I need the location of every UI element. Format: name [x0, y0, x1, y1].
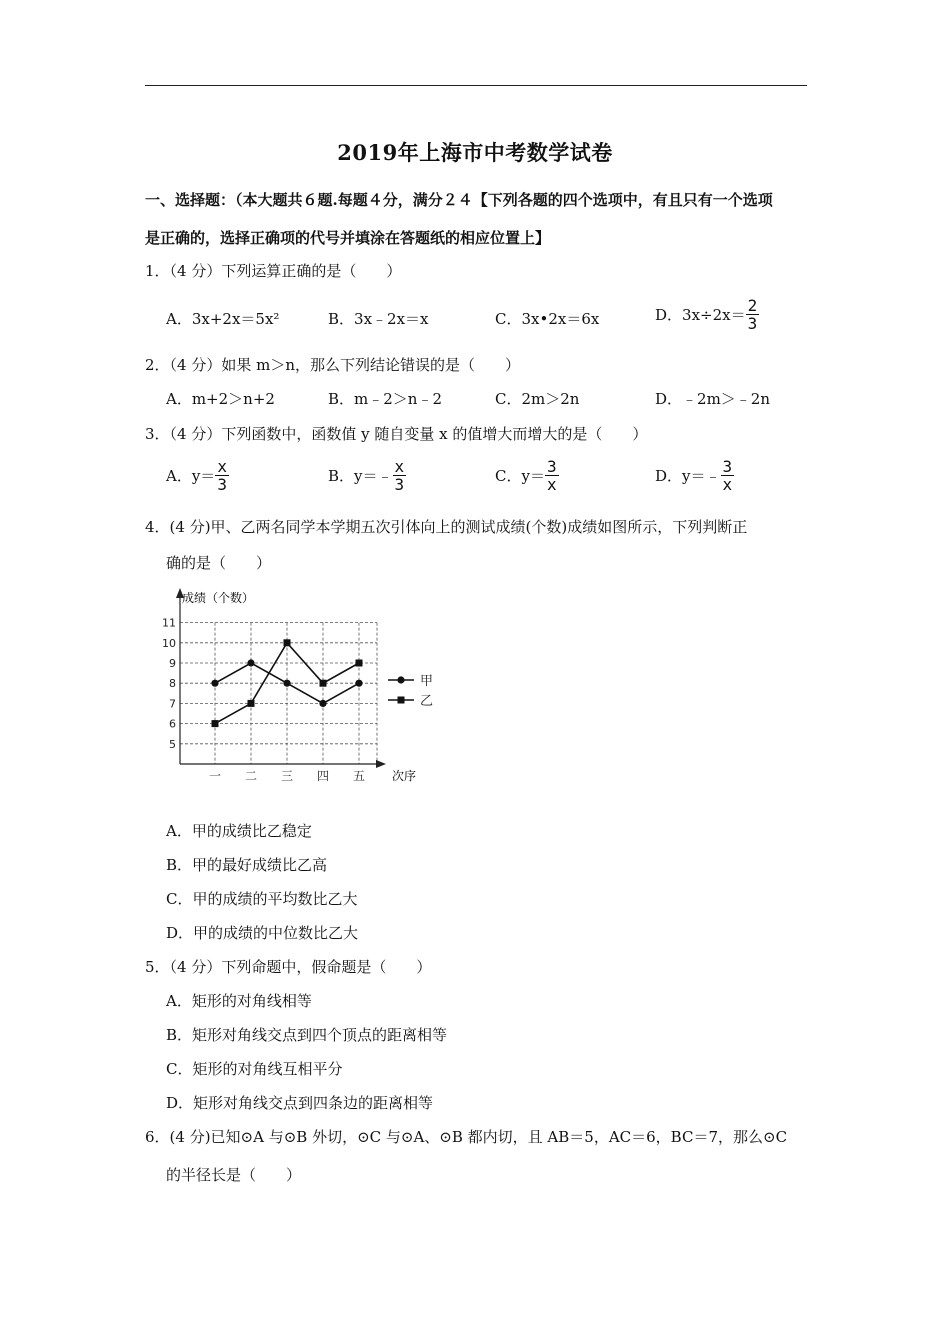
- point-乙: [248, 700, 255, 707]
- page-title: 2019年上海市中考数学试卷: [337, 140, 613, 165]
- q3-d-fraction: [721, 458, 735, 493]
- q3-a-denominator: 3: [217, 475, 227, 494]
- q3-option-a: [166, 458, 229, 493]
- q1-option-d: [655, 297, 759, 332]
- point-甲: [211, 680, 218, 687]
- q3-option-b: [328, 458, 406, 493]
- q1-stem: 1．（4 分）下列运算正确的是（ ）: [145, 262, 402, 280]
- q3-b-fraction: [393, 458, 407, 493]
- y-tick-label: 11: [162, 616, 176, 630]
- q3-c-numerator: 3: [546, 457, 557, 476]
- legend-marker-乙: [398, 697, 405, 704]
- y-tick-label: 6: [169, 717, 176, 731]
- q1-option-a: A．3x+2x＝5x²: [166, 310, 280, 328]
- q4-stem-line2: 确的是（ ）: [166, 554, 272, 572]
- q3-d-numerator: 3: [722, 457, 733, 476]
- q4-option-b: B．甲的最好成绩比乙高: [166, 856, 328, 874]
- score-line-chart: [160, 582, 450, 787]
- chart-legend: [388, 674, 433, 709]
- q3-stem: 3．（4 分）下列函数中，函数值 y 随自变量 x 的值增大而增大的是（ ）: [145, 425, 648, 443]
- q3-a-numerator: x: [217, 457, 227, 476]
- x-tick-label: 三: [280, 769, 294, 783]
- y-tick-label: 5: [169, 737, 176, 751]
- chart-ylabel: 成绩（个数）: [182, 591, 255, 605]
- section-heading-line1: 一、选择题：（本大题共６题.每题４分，满分２４【下列各题的四个选项中，有且只有一个选项: [145, 191, 773, 209]
- legend-label-甲: 甲: [420, 674, 434, 689]
- section-heading-line2: 是正确的，选择正确项的代号并填涂在答题纸的相应位置上】: [145, 229, 551, 247]
- q3-d-denominator: x: [722, 475, 733, 494]
- q3-b-denominator: 3: [394, 475, 405, 494]
- q2-option-d: D．﹣2m＞﹣2n: [655, 390, 770, 408]
- point-乙: [212, 720, 219, 727]
- q3-b-numerator: x: [394, 457, 405, 476]
- q4-stem-line1: 4．(4 分)甲、乙两名同学本学期五次引体向上的测试成绩(个数)成绩如图所示，下列判断正: [145, 518, 748, 536]
- q3-c-denominator: x: [546, 475, 557, 494]
- x-tick-label: 二: [244, 769, 258, 783]
- q4-option-d: D．甲的成绩的中位数比乙大: [166, 924, 359, 942]
- x-tick-label: 五: [352, 769, 366, 783]
- chart-xlabel: 次序: [392, 769, 417, 783]
- q3-a-prefix: A．y＝: [166, 466, 216, 485]
- point-乙: [284, 639, 291, 646]
- q2-stem: 2．（4 分）如果 m＞n，那么下列结论错误的是（ ）: [145, 356, 521, 374]
- legend-label-乙: 乙: [420, 694, 434, 709]
- q3-option-d: [655, 458, 734, 493]
- q1-d-denominator: 3: [747, 314, 758, 333]
- q5-option-a: A．矩形的对角线相等: [166, 992, 312, 1010]
- legend-marker-甲: [397, 676, 404, 683]
- q2-option-a: A．m+2＞n+2: [166, 390, 275, 408]
- point-乙: [356, 660, 363, 667]
- q1-option-b: B．3x﹣2x＝x: [328, 310, 429, 328]
- x-tick-label: 一: [208, 769, 222, 783]
- point-甲: [355, 680, 362, 687]
- q5-option-b: B．矩形对角线交点到四个顶点的距离相等: [166, 1026, 448, 1044]
- q1-option-d-fraction: [746, 297, 760, 332]
- point-甲: [319, 700, 326, 707]
- q2-option-c: C．2m＞2n: [495, 390, 580, 408]
- y-tick-label: 9: [169, 657, 176, 670]
- q2-option-b: B．m﹣2＞n﹣2: [328, 390, 442, 408]
- y-tick-label: 10: [162, 636, 176, 650]
- q6-stem-line2: 的半径长是（ ）: [166, 1166, 302, 1184]
- q3-d-prefix: D．y＝﹣: [655, 466, 721, 485]
- q4-option-c: C．甲的成绩的平均数比乙大: [166, 890, 358, 908]
- q3-a-fraction: [215, 458, 229, 493]
- x-axis-arrow: [376, 760, 386, 768]
- q3-b-prefix: B．y＝﹣: [328, 466, 393, 485]
- q1-option-d-prefix: D．3x÷2x＝: [655, 305, 746, 324]
- header-rule: [145, 85, 807, 86]
- q3-option-c: [495, 458, 559, 493]
- q4-option-a: A．甲的成绩比乙稳定: [166, 822, 312, 840]
- chart-ticks: [162, 617, 365, 783]
- point-乙: [320, 680, 327, 687]
- q5-option-c: C．矩形的对角线互相平分: [166, 1060, 343, 1078]
- y-tick-label: 7: [169, 697, 176, 711]
- q5-stem: 5．（4 分）下列命题中，假命题是（ ）: [145, 958, 432, 976]
- q5-option-d: D．矩形对角线交点到四条边的距离相等: [166, 1094, 434, 1112]
- q1-option-c: C．3x•2x＝6x: [495, 310, 600, 328]
- point-甲: [247, 659, 254, 666]
- x-tick-label: 四: [316, 769, 330, 783]
- point-甲: [283, 680, 290, 687]
- q3-c-fraction: [545, 458, 559, 493]
- y-tick-label: 8: [169, 677, 176, 691]
- q1-d-numerator: 2: [747, 296, 758, 315]
- q3-c-prefix: C．y＝: [495, 466, 545, 485]
- chart-axes: [176, 588, 386, 768]
- chart-grid: [180, 623, 377, 764]
- q6-stem-line1: 6．(4 分)已知⊙A 与⊙B 外切，⊙C 与⊙A、⊙B 都内切，且 AB＝5，AC＝6，BC＝7，那么⊙C: [145, 1128, 788, 1146]
